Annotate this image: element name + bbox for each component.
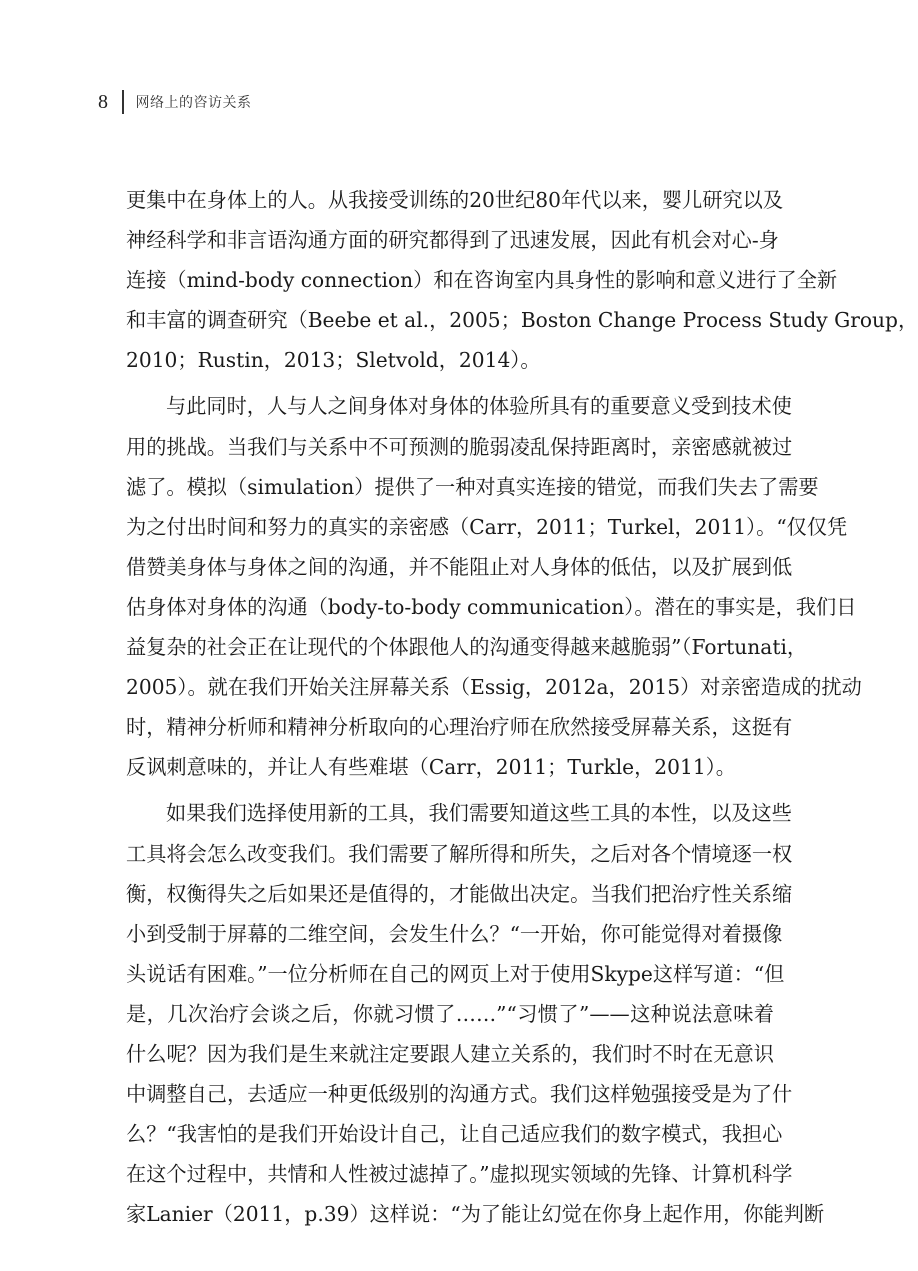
text-line: 反讽刺意味的，并让人有些难堪（Carr，2011；Turkle，2011）。 — [126, 755, 736, 780]
paragraph-1 — [126, 180, 918, 380]
paragraph-2 — [126, 386, 862, 787]
paragraph-3 — [126, 793, 825, 1234]
text-line: 衡，权衡得失之后如果还是值得的，才能做出决定。当我们把治疗性关系缩 — [126, 881, 793, 906]
text-line: 如果我们选择使用新的工具，我们需要知道这些工具的本性，以及这些 — [166, 801, 792, 826]
text-line: 小到受制于屏幕的二维空间，会发生什么？“一开始，你可能觉得对着摄像 — [126, 921, 783, 946]
body-text — [126, 180, 918, 1240]
text-line: 和丰富的调查研究（Beebe et al.，2005；Boston Change Process Study Group， — [126, 308, 918, 333]
text-line: 么？“我害怕的是我们开始设计自己，让自己适应我们的数字模式，我担心 — [126, 1122, 783, 1147]
text-line: 为之付出时间和努力的真实的亲密感（Carr，2011；Turkel，2011）。“仅仅凭 — [126, 514, 848, 539]
text-line: 估身体对身体的沟通（body-to-body communication）。潜在的事实是，我们日 — [126, 594, 857, 619]
text-line: 工具将会怎么改变我们。我们需要了解所得和所失，之后对各个情境逐一权 — [126, 841, 793, 866]
text-line: 时，精神分析师和精神分析取向的心理治疗师在欣然接受屏幕关系，这挺有 — [126, 715, 793, 740]
text-line: 2010；Rustin，2013；Sletvold，2014）。 — [126, 348, 541, 373]
running-head — [98, 88, 252, 116]
text-line: 借赞美身体与身体之间的沟通，并不能阻止对人身体的低估，以及扩展到低 — [126, 554, 793, 579]
text-line: 益复杂的社会正在让现代的个体跟他人的沟通变得越来越脆弱”（Fortunati， — [126, 635, 808, 660]
page-number: 8 — [98, 90, 108, 113]
text-line: 2005）。就在我们开始关注屏幕关系（Essig，2012a，2015）对亲密造成的扰动 — [126, 675, 862, 700]
text-line: 与此同时，人与人之间身体对身体的体验所具有的重要意义受到技术使 — [166, 394, 792, 419]
text-line: 滤了。模拟（simulation）提供了一种对真实连接的错觉，而我们失去了需要 — [126, 474, 819, 499]
text-line: 家Lanier（2011，p.39）这样说：“为了能让幻觉在你身上起作用，你能判断 — [126, 1202, 825, 1227]
text-line: 更集中在身体上的人。从我接受训练的20世纪80年代以来，婴儿研究以及 — [126, 188, 784, 212]
running-title: 网络上的咨访关系 — [135, 95, 252, 111]
header-divider — [122, 90, 124, 114]
text-line: 是，几次治疗会谈之后，你就习惯了……”“习惯了”——这种说法意味着 — [126, 1001, 774, 1026]
text-line: 中调整自己，去适应一种更低级别的沟通方式。我们这样勉强接受是为了什 — [126, 1082, 793, 1107]
text-line: 在这个过程中，共情和人性被过滤掉了。”虚拟现实领域的先锋、计算机科学 — [126, 1162, 793, 1187]
text-line: 用的挑战。当我们与关系中不可预测的脆弱凌乱保持距离时，亲密感就被过 — [126, 434, 793, 459]
text-line: 连接（mind-body connection）和在咨询室内具身性的影响和意义进行了全新 — [126, 268, 838, 293]
text-line: 头说话有困难。”一位分析师在自己的网页上对于使用Skype这样写道：“但 — [126, 961, 785, 986]
text-line: 神经科学和非言语沟通方面的研究都得到了迅速发展，因此有机会对心-身 — [126, 228, 779, 253]
text-line: 什么呢？因为我们是生来就注定要跟人建立关系的，我们时不时在无意识 — [126, 1041, 774, 1066]
